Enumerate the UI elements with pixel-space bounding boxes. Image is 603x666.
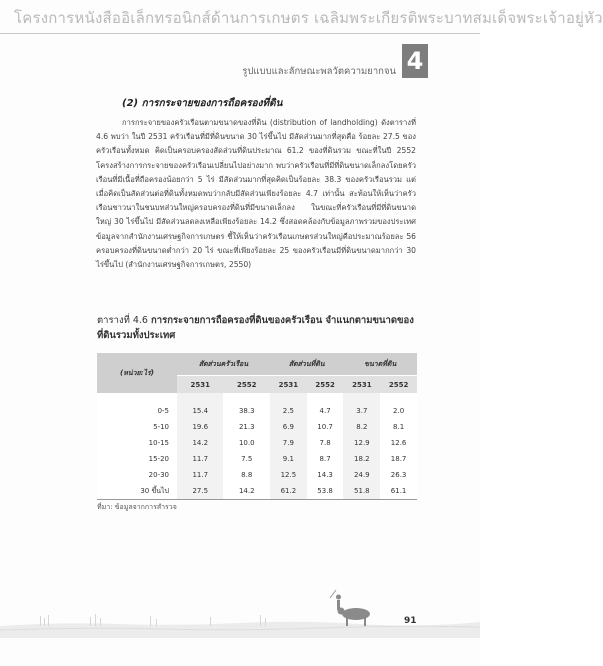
- table-cell: 8.1: [380, 419, 417, 435]
- table-cell: 15.4: [177, 403, 223, 419]
- table-cell: 24.9: [343, 467, 380, 483]
- rice-field-footer-illustration: [0, 578, 480, 638]
- table-cell: 2.5: [270, 403, 307, 419]
- table-cell: 4.7: [307, 403, 344, 419]
- section-heading: (2) การกระจายของการถือครองที่ดิน: [122, 98, 283, 109]
- group-header-land-size: ขนาดที่ดิน: [343, 353, 417, 376]
- table-cell: 53.8: [307, 483, 344, 500]
- table-cell: 7.5: [223, 451, 270, 467]
- year-header: 2552: [223, 376, 270, 394]
- unit-header: (หน่วย:ไร่): [97, 353, 177, 393]
- chapter-subtitle: รูปแบบและลักษณะพลวัตความยากจน: [242, 66, 396, 77]
- table-cell: 14.3: [307, 467, 344, 483]
- table-row: [97, 483, 417, 500]
- row-label: 20-30: [97, 467, 177, 483]
- paragraph-text: การกระจายของครัวเรือนตามขนาดของที่ดิน (distribution of landholding) ดังตารางที่ 4.6 พบว่า ในปี 2531 ครัวเรือนที่มีที่ดินขนาด 30 ไร่ขึ้นไป มีสัดส่วนมากที่สุดคือ ร้อยละ 27.5 ของครัวเรือนทั้งหมด คิดเป็นครอบครองสัดส่วนที่ดินประมาณ 61.2 ของที่ดินรวม ขณะที่ในปี 2552 โครงสร้างการกระจายของครัวเรือนเปลี่ยนไปอย่างมาก พบว่าครัวเรือนที่มีที่ดินขนาดเล็กลงโดยครัวเรือนที่มีเนื้อที่ถือครองน้อยกว่า 5 ไร่ มีสัดส่วนมากที่สุดคิดเป็นร้อยละ 38.3 ของครัวเรือนรวม แต่เมื่อคิดเป็นสัดส่วนต่อที่ดินทั้งหมดพบว่ากลับมีสัดส่วนเพียงร้อยละ 4.7 เท่านั้น สะท้อนให้เห็นว่าครัวเรือนชาวนาในชนบทส่วนใหญ่ครอบครองที่ดินที่มีขนาดเล็กลง ในขณะที่ครัวเรือนที่มีที่ดินขนาดใหญ่ 30 ไร่ขึ้นไป มีสัดส่วนลดลงเหลือเพียงร้อยละ 14.2 ซึ่งสอดคล้องกับข้อมูลภาพรวมของประเทศ ข้อมูลจากสำนักงานเศรษฐกิจการเกษตร ชี้ให้เห็นว่าครัวเรือนเกษตรส่วนใหญ่คือประมาณร้อยละ 56 ครอบครองที่ดินขนาดต่ำกว่า 20 ไร่ ขณะที่เพียงร้อยละ 25 ของครัวเรือนมีที่ดินขนาดมากกว่า 30 ไร่ขึ้นไป (สำนักงานเศรษฐกิจการเกษตร, 2550): [96, 118, 416, 270]
- table-cell: 14.2: [177, 435, 223, 451]
- table-cell: 26.3: [380, 467, 417, 483]
- table-cell: 51.8: [343, 483, 380, 500]
- year-header: 2552: [380, 376, 417, 394]
- table-row: [97, 403, 417, 419]
- table-cell: 12.6: [380, 435, 417, 451]
- table-cell: 6.9: [270, 419, 307, 435]
- header-divider: [0, 33, 480, 34]
- table-cell: 27.5: [177, 483, 223, 500]
- row-label: 30 ขึ้นไป: [97, 483, 177, 500]
- series-title: โครงการหนังสืออิเล็กทรอนิกส์ด้านการเกษตร เฉลิมพระเกียรติพระบาทสมเด็จพระเจ้าอยู่หัว: [14, 9, 603, 27]
- table-cell: 8.8: [223, 467, 270, 483]
- table-cell: 7.8: [307, 435, 344, 451]
- table-row: [97, 467, 417, 483]
- table-row: [97, 451, 417, 467]
- table-cell: 18.7: [380, 451, 417, 467]
- table-cell: 11.7: [177, 467, 223, 483]
- group-header-household-share: สัดส่วนครัวเรือน: [177, 353, 270, 376]
- table-caption-label: ตารางที่ 4.6: [97, 315, 148, 326]
- row-label: 5-10: [97, 419, 177, 435]
- table-cell: 61.2: [270, 483, 307, 500]
- chapter-number-tab: 4: [402, 44, 428, 78]
- table-cell: 8.2: [343, 419, 380, 435]
- table-cell: 18.2: [343, 451, 380, 467]
- table-cell: 2.0: [380, 403, 417, 419]
- table-row: [97, 419, 417, 435]
- table-cell: 9.1: [270, 451, 307, 467]
- table-row: [97, 435, 417, 451]
- table-cell: 10.0: [223, 435, 270, 451]
- group-header-land-share: สัดส่วนที่ดิน: [270, 353, 343, 376]
- table-source-note: ที่มา: ข้อมูลจากการสำรวจ: [97, 503, 177, 511]
- table-cell: 14.2: [223, 483, 270, 500]
- table-cell: 3.7: [343, 403, 380, 419]
- table-cell: 61.1: [380, 483, 417, 500]
- table-cell: 7.9: [270, 435, 307, 451]
- table-caption-title: การกระจายการถือครองที่ดินของครัวเรือน จำแนกตามขนาดของที่ดินรวมทั้งประเทศ: [97, 315, 414, 341]
- year-header: 2531: [270, 376, 307, 394]
- row-label: 10-15: [97, 435, 177, 451]
- year-header: 2531: [343, 376, 380, 394]
- body-paragraph: [96, 116, 416, 272]
- table-cell: 38.3: [223, 403, 270, 419]
- landholding-table: [97, 353, 417, 500]
- year-header: 2531: [177, 376, 223, 394]
- page-number: 91: [404, 616, 417, 626]
- table-cell: 12.5: [270, 467, 307, 483]
- table-cell: 10.7: [307, 419, 344, 435]
- row-label: 15-20: [97, 451, 177, 467]
- table-cell: 19.6: [177, 419, 223, 435]
- year-header: 2552: [307, 376, 344, 394]
- table-caption: [97, 313, 427, 343]
- table-cell: 11.7: [177, 451, 223, 467]
- table-cell: 8.7: [307, 451, 344, 467]
- row-label: 0-5: [97, 403, 177, 419]
- table-cell: 21.3: [223, 419, 270, 435]
- table-cell: 12.9: [343, 435, 380, 451]
